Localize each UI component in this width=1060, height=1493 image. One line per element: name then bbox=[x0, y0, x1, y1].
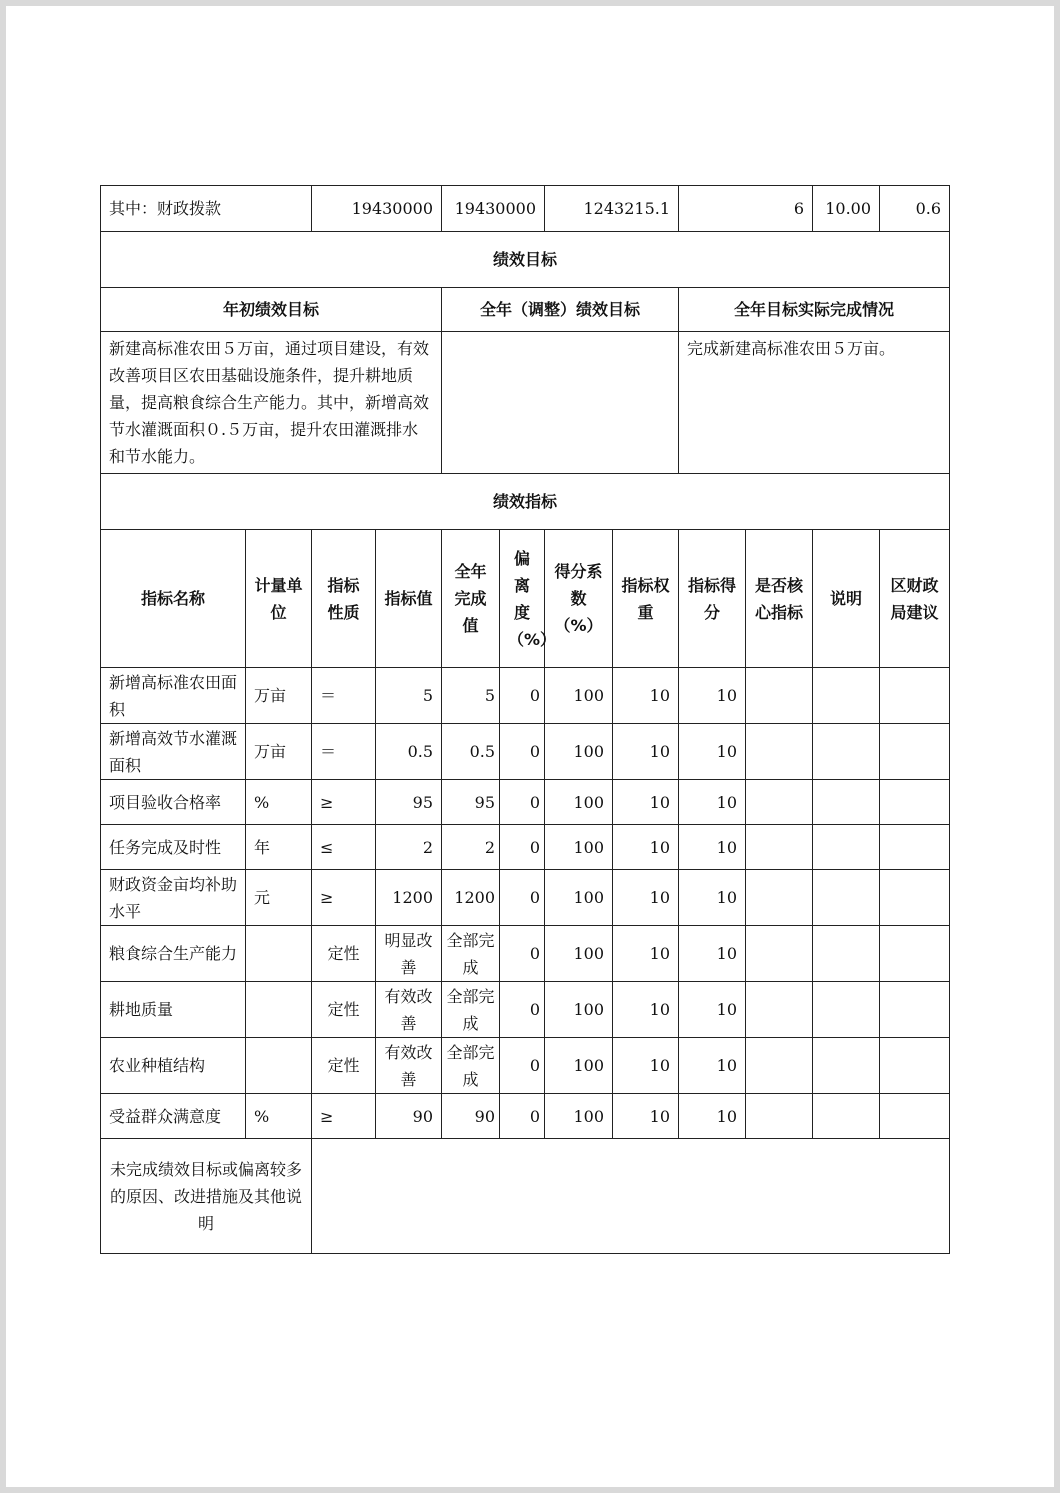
indicator-advice bbox=[880, 668, 950, 724]
indicator-deviation: 0 bbox=[500, 780, 545, 825]
goal-actual-text: 完成新建高标准农田５万亩。 bbox=[679, 332, 950, 474]
indicator-deviation: 0 bbox=[500, 870, 545, 926]
indicator-value: 0.5 bbox=[376, 724, 442, 780]
indicator-score: 10 bbox=[679, 668, 746, 724]
indicator-name: 受益群众满意度 bbox=[101, 1094, 246, 1139]
indicator-note bbox=[813, 926, 880, 982]
indicator-header-row bbox=[101, 530, 950, 668]
col-header-unit: 计量单位 bbox=[246, 530, 312, 668]
indicator-coef: 100 bbox=[545, 926, 613, 982]
indicator-nature: ≤ bbox=[312, 825, 376, 870]
indicator-name: 新增高标准农田面积 bbox=[101, 668, 246, 724]
section-indicators-title: 绩效指标 bbox=[101, 474, 950, 530]
indicator-name: 任务完成及时性 bbox=[101, 825, 246, 870]
indicator-nature: ≥ bbox=[312, 870, 376, 926]
indicator-done: 0.5 bbox=[442, 724, 500, 780]
indicator-name: 项目验收合格率 bbox=[101, 780, 246, 825]
indicator-advice bbox=[880, 724, 950, 780]
indicator-unit: 元 bbox=[246, 870, 312, 926]
funding-value-6: 0.6 bbox=[880, 186, 950, 232]
indicator-core bbox=[746, 1038, 813, 1094]
indicator-done: 全部完成 bbox=[442, 926, 500, 982]
table-row bbox=[101, 982, 950, 1038]
col-header-core: 是否核心指标 bbox=[746, 530, 813, 668]
indicator-deviation: 0 bbox=[500, 825, 545, 870]
indicator-deviation: 0 bbox=[500, 724, 545, 780]
indicator-value: 2 bbox=[376, 825, 442, 870]
indicator-weight: 10 bbox=[613, 825, 679, 870]
indicator-core bbox=[746, 668, 813, 724]
indicator-score: 10 bbox=[679, 780, 746, 825]
indicator-note bbox=[813, 724, 880, 780]
indicator-name: 耕地质量 bbox=[101, 982, 246, 1038]
indicator-weight: 10 bbox=[613, 870, 679, 926]
indicator-unit bbox=[246, 926, 312, 982]
indicator-deviation: 0 bbox=[500, 926, 545, 982]
indicator-nature: ≥ bbox=[312, 780, 376, 825]
indicator-deviation: 0 bbox=[500, 668, 545, 724]
indicator-deviation: 0 bbox=[500, 982, 545, 1038]
indicator-weight: 10 bbox=[613, 780, 679, 825]
indicator-score: 10 bbox=[679, 1038, 746, 1094]
indicator-nature: ＝ bbox=[312, 668, 376, 724]
col-header-weight: 指标权重 bbox=[613, 530, 679, 668]
table-row bbox=[101, 825, 950, 870]
indicator-unit: 万亩 bbox=[246, 668, 312, 724]
goal-header-adjusted: 全年（调整）绩效目标 bbox=[442, 288, 679, 332]
indicator-coef: 100 bbox=[545, 825, 613, 870]
col-header-advice: 区财政局建议 bbox=[880, 530, 950, 668]
funding-value-2: 19430000 bbox=[442, 186, 545, 232]
indicator-weight: 10 bbox=[613, 926, 679, 982]
col-header-name: 指标名称 bbox=[101, 530, 246, 668]
col-header-done: 全年完成值 bbox=[442, 530, 500, 668]
indicator-score: 10 bbox=[679, 982, 746, 1038]
table-row bbox=[101, 780, 950, 825]
indicator-deviation: 0 bbox=[500, 1038, 545, 1094]
footer-label: 未完成绩效目标或偏离较多的原因、改进措施及其他说明 bbox=[101, 1139, 312, 1254]
funding-value-1: 19430000 bbox=[312, 186, 442, 232]
indicator-advice bbox=[880, 1094, 950, 1139]
indicator-advice bbox=[880, 1038, 950, 1094]
indicator-done: 全部完成 bbox=[442, 982, 500, 1038]
performance-table bbox=[100, 185, 950, 1254]
col-header-value: 指标值 bbox=[376, 530, 442, 668]
indicator-value: 有效改善 bbox=[376, 982, 442, 1038]
indicator-weight: 10 bbox=[613, 982, 679, 1038]
table-row bbox=[101, 1038, 950, 1094]
indicator-unit: 万亩 bbox=[246, 724, 312, 780]
indicator-score: 10 bbox=[679, 1094, 746, 1139]
indicator-done: 全部完成 bbox=[442, 1038, 500, 1094]
indicator-note bbox=[813, 870, 880, 926]
indicator-core bbox=[746, 825, 813, 870]
table-row bbox=[101, 1094, 950, 1139]
indicator-unit: 年 bbox=[246, 825, 312, 870]
table-row bbox=[101, 724, 950, 780]
indicator-deviation: 0 bbox=[500, 1094, 545, 1139]
indicator-core bbox=[746, 926, 813, 982]
col-header-coef: 得分系数（%） bbox=[545, 530, 613, 668]
indicator-name: 农业种植结构 bbox=[101, 1038, 246, 1094]
indicator-done: 95 bbox=[442, 780, 500, 825]
indicator-name: 财政资金亩均补助水平 bbox=[101, 870, 246, 926]
section-goals-title: 绩效目标 bbox=[101, 232, 950, 288]
indicator-advice bbox=[880, 780, 950, 825]
col-header-note: 说明 bbox=[813, 530, 880, 668]
col-header-nature: 指标性质 bbox=[312, 530, 376, 668]
indicator-advice bbox=[880, 870, 950, 926]
indicator-note bbox=[813, 668, 880, 724]
indicator-done: 90 bbox=[442, 1094, 500, 1139]
goal-adjusted-text bbox=[442, 332, 679, 474]
indicator-value: 90 bbox=[376, 1094, 442, 1139]
indicator-score: 10 bbox=[679, 926, 746, 982]
indicator-name: 粮食综合生产能力 bbox=[101, 926, 246, 982]
indicator-value: 有效改善 bbox=[376, 1038, 442, 1094]
indicator-value: 明显改善 bbox=[376, 926, 442, 982]
goal-header-initial: 年初绩效目标 bbox=[101, 288, 442, 332]
indicator-done: 1200 bbox=[442, 870, 500, 926]
indicator-weight: 10 bbox=[613, 1094, 679, 1139]
indicator-weight: 10 bbox=[613, 724, 679, 780]
indicator-coef: 100 bbox=[545, 724, 613, 780]
funding-value-3: 1243215.1 bbox=[545, 186, 679, 232]
indicator-weight: 10 bbox=[613, 1038, 679, 1094]
funding-row bbox=[101, 186, 950, 232]
indicator-score: 10 bbox=[679, 825, 746, 870]
indicator-score: 10 bbox=[679, 870, 746, 926]
indicator-core bbox=[746, 724, 813, 780]
indicator-done: 5 bbox=[442, 668, 500, 724]
goal-initial-text: 新建高标准农田５万亩，通过项目建设，有效改善项目区农田基础设施条件，提升耕地质量，提高粮食综合生产能力。其中，新增高效节水灌溉面积０.５万亩，提升农田灌溉排水和节水能力。 bbox=[101, 332, 442, 474]
funding-value-4: 6 bbox=[679, 186, 813, 232]
indicator-core bbox=[746, 870, 813, 926]
table-row bbox=[101, 870, 950, 926]
indicator-unit bbox=[246, 1038, 312, 1094]
indicator-note bbox=[813, 1038, 880, 1094]
indicator-core bbox=[746, 780, 813, 825]
indicator-value: 5 bbox=[376, 668, 442, 724]
indicator-nature: 定性 bbox=[312, 926, 376, 982]
funding-label: 其中：财政拨款 bbox=[101, 186, 312, 232]
indicator-coef: 100 bbox=[545, 780, 613, 825]
indicator-note bbox=[813, 780, 880, 825]
goal-header-actual: 全年目标实际完成情况 bbox=[679, 288, 950, 332]
indicator-advice bbox=[880, 825, 950, 870]
indicator-nature: 定性 bbox=[312, 1038, 376, 1094]
indicator-weight: 10 bbox=[613, 668, 679, 724]
indicator-nature: ＝ bbox=[312, 724, 376, 780]
indicator-name: 新增高效节水灌溉面积 bbox=[101, 724, 246, 780]
indicator-coef: 100 bbox=[545, 668, 613, 724]
indicator-nature: 定性 bbox=[312, 982, 376, 1038]
funding-value-5: 10.00 bbox=[813, 186, 880, 232]
indicator-advice bbox=[880, 982, 950, 1038]
indicator-note bbox=[813, 982, 880, 1038]
indicator-advice bbox=[880, 926, 950, 982]
indicator-value: 95 bbox=[376, 780, 442, 825]
indicator-coef: 100 bbox=[545, 870, 613, 926]
table-row bbox=[101, 668, 950, 724]
indicator-value: 1200 bbox=[376, 870, 442, 926]
indicator-coef: 100 bbox=[545, 1038, 613, 1094]
indicator-core bbox=[746, 1094, 813, 1139]
table-row bbox=[101, 926, 950, 982]
indicator-unit: % bbox=[246, 780, 312, 825]
indicator-done: 2 bbox=[442, 825, 500, 870]
footer-row bbox=[101, 1139, 950, 1254]
col-header-deviation: 偏离度（%） bbox=[500, 530, 545, 668]
indicator-unit bbox=[246, 982, 312, 1038]
indicator-note bbox=[813, 825, 880, 870]
indicator-note bbox=[813, 1094, 880, 1139]
indicator-core bbox=[746, 982, 813, 1038]
indicator-score: 10 bbox=[679, 724, 746, 780]
indicator-unit: % bbox=[246, 1094, 312, 1139]
indicator-coef: 100 bbox=[545, 1094, 613, 1139]
col-header-score: 指标得分 bbox=[679, 530, 746, 668]
footer-content bbox=[312, 1139, 950, 1254]
indicator-nature: ≥ bbox=[312, 1094, 376, 1139]
indicator-coef: 100 bbox=[545, 982, 613, 1038]
